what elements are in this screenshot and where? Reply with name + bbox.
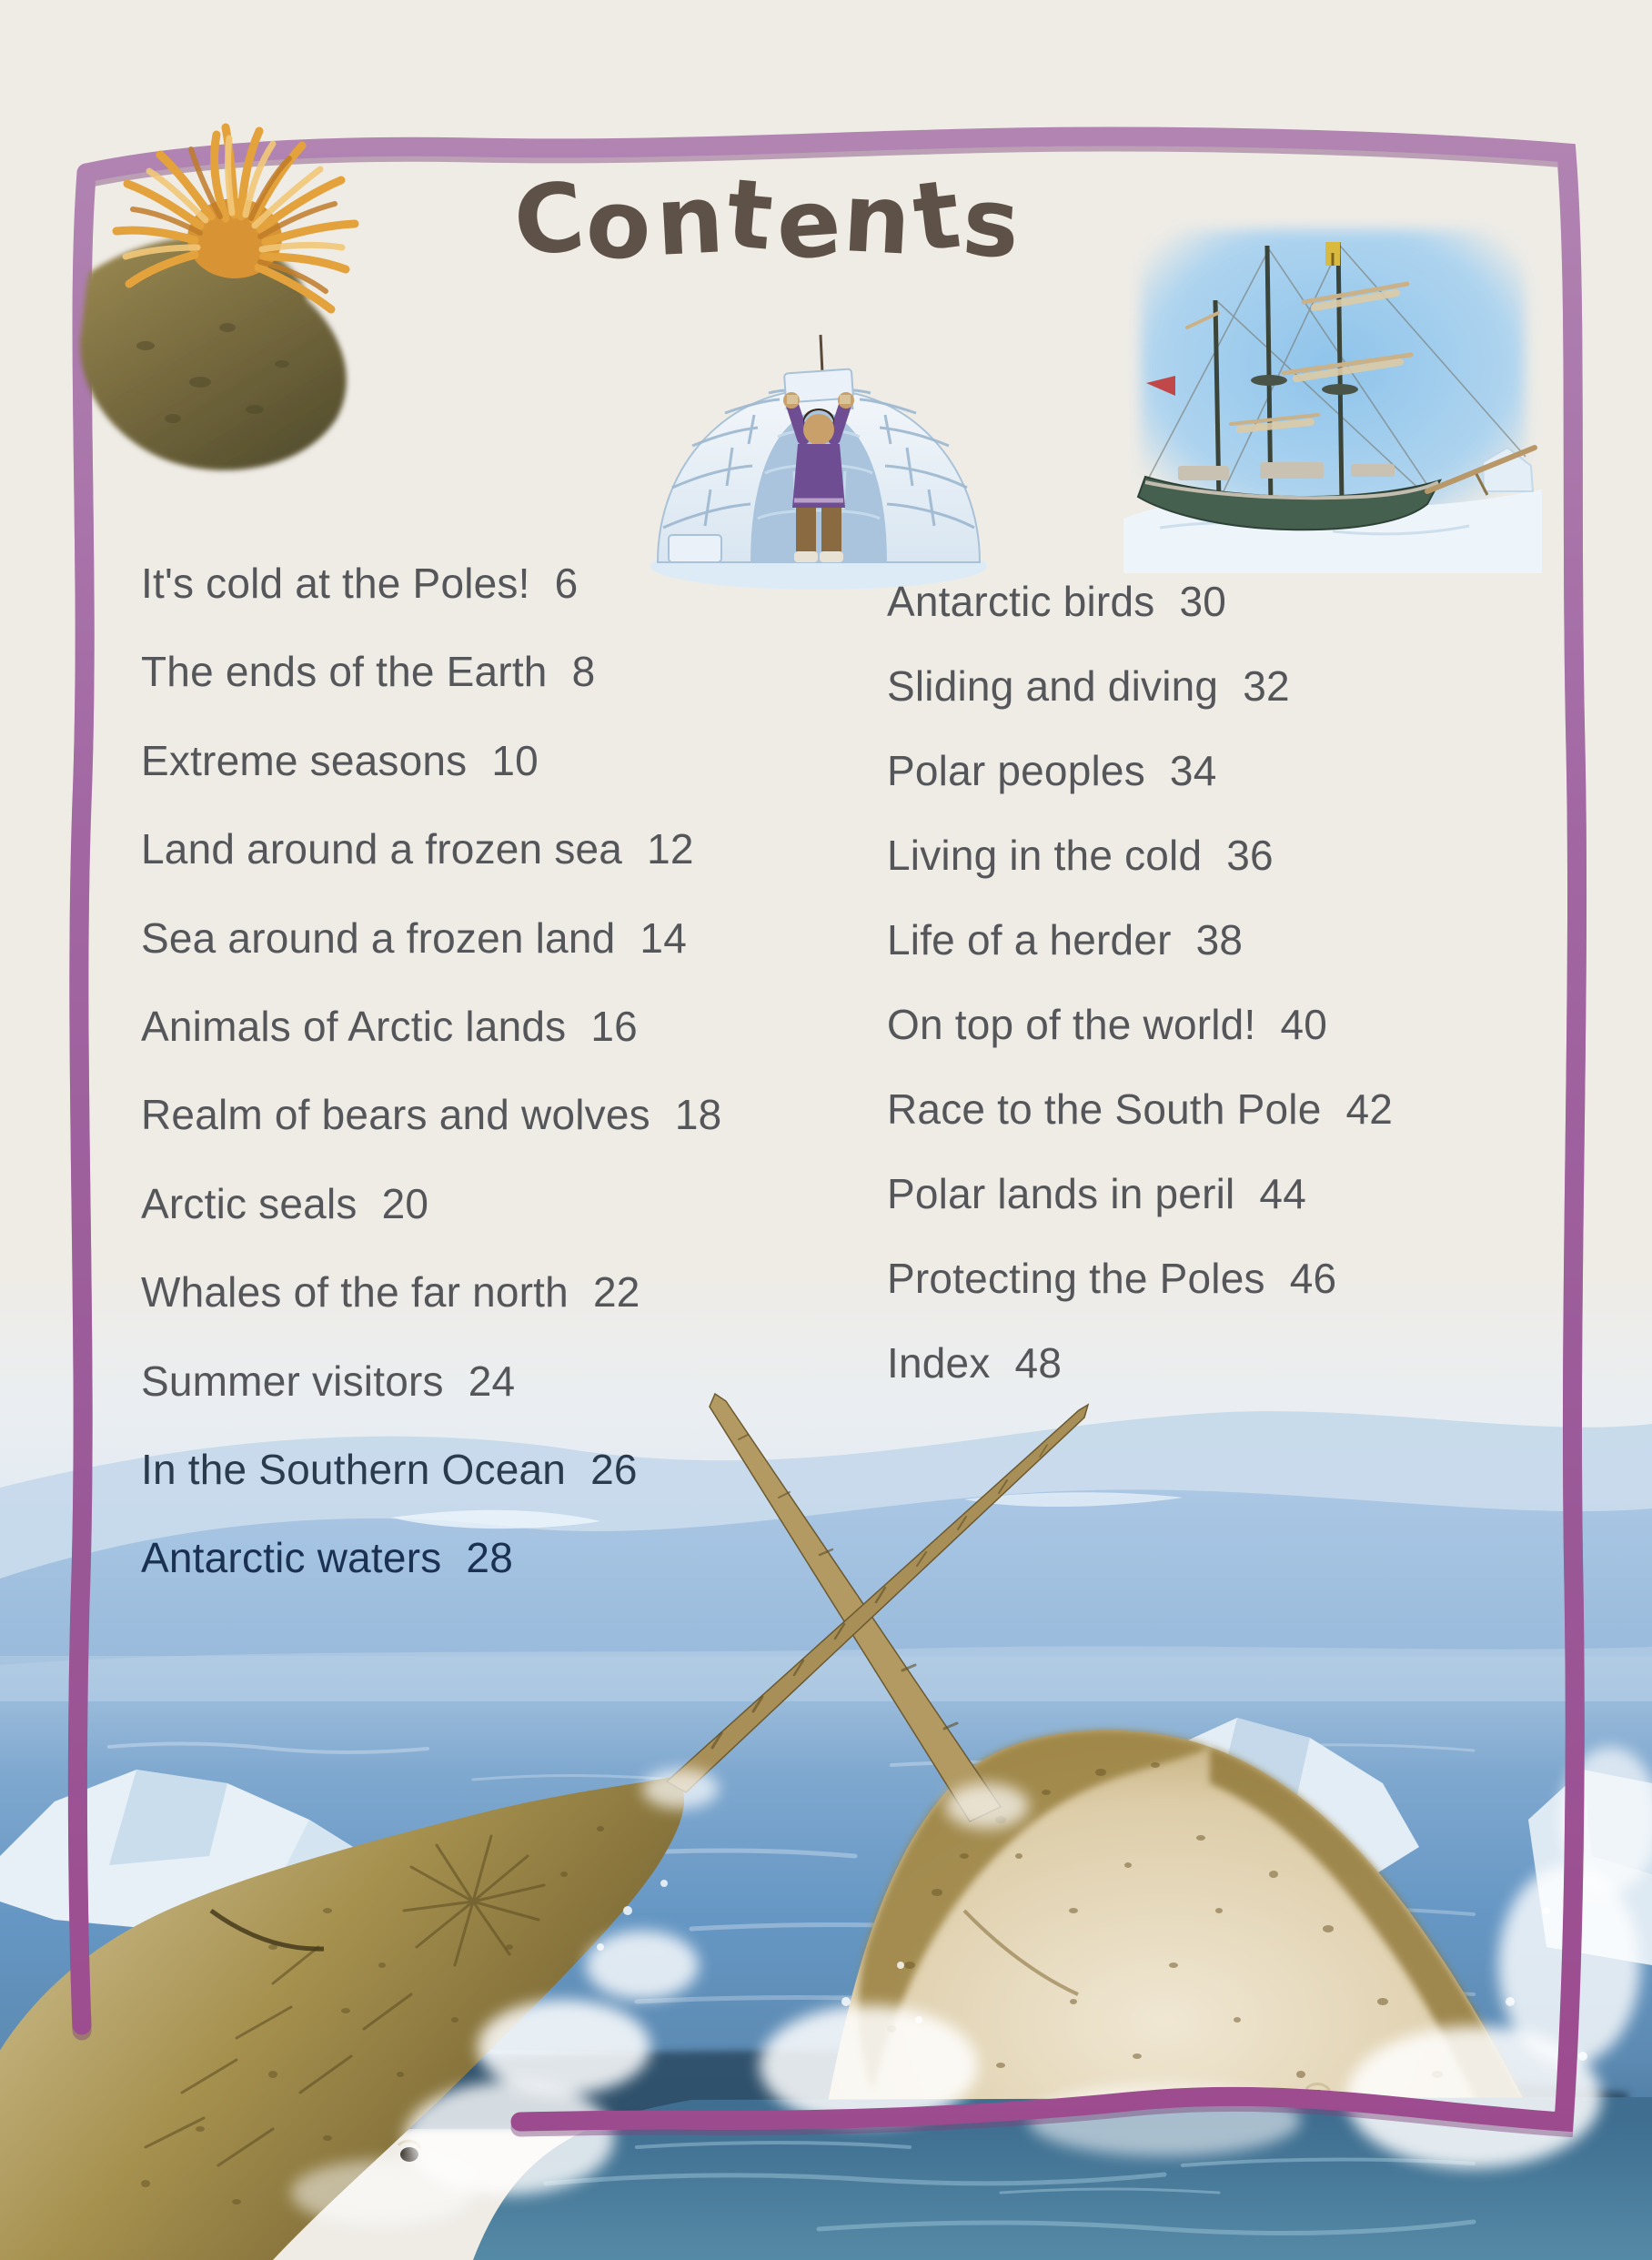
toc-entry-page: 14 (640, 914, 687, 962)
toc-entry-page: 6 (554, 560, 579, 607)
crows-nest (1322, 384, 1358, 395)
builder-boot (794, 551, 818, 562)
toc-entry-label: Whales of the far north (141, 1268, 569, 1316)
toc-entry (141, 1178, 428, 1229)
toc-entry-label: Realm of bears and wolves (141, 1091, 650, 1138)
toc-entry-label: Index (887, 1339, 991, 1387)
toc-entry-label: Polar peoples (887, 747, 1145, 794)
toc-entry-page: 48 (1014, 1339, 1063, 1387)
toc-entry-label: Arctic seals (141, 1180, 358, 1227)
toc-entry-label: The ends of the Earth (141, 648, 548, 695)
toc-entry-page: 36 (1226, 832, 1274, 879)
toc-entry-page: 10 (491, 737, 539, 784)
toc-entry (887, 914, 1243, 965)
toc-entry-label: Sea around a frozen land (141, 914, 616, 962)
toc-entry (141, 1266, 640, 1317)
toc-entry-page: 12 (647, 825, 694, 873)
snow-probe (821, 335, 822, 373)
toc-entry-label: In the Southern Ocean (141, 1446, 567, 1493)
toc-entry-page: 44 (1259, 1170, 1306, 1217)
toc-entry (141, 1089, 721, 1140)
mitten-cuff (840, 395, 851, 404)
page-title (437, 156, 1101, 283)
toc-entry (887, 1337, 1062, 1388)
toc-entry (141, 913, 687, 964)
toc-entry-page: 28 (466, 1534, 513, 1581)
toc-entry-label: It's cold at the Poles! (141, 560, 530, 607)
toc-entry (887, 745, 1216, 796)
toc-entry-page: 8 (571, 648, 596, 695)
toc-entry-page: 40 (1280, 1001, 1328, 1048)
toc-entry-label: Antarctic waters (141, 1534, 442, 1581)
toc-entry-label: Protecting the Poles (887, 1255, 1265, 1302)
toc-entry (141, 1356, 515, 1407)
toc-entry (141, 735, 539, 786)
toc-entry-page: 32 (1243, 662, 1290, 710)
ocean-narwhal-scene (0, 1274, 1652, 2260)
toc-entry (887, 1084, 1393, 1135)
toc-entry-page: 46 (1289, 1255, 1337, 1302)
toc-entry (141, 558, 578, 609)
toc-entry-label: Land around a frozen sea (141, 825, 623, 873)
toc-entry-label: Living in the cold (887, 832, 1203, 879)
toc-entry-page: 16 (590, 1003, 638, 1050)
toc-entry-page: 42 (1345, 1085, 1394, 1133)
toc-entry-label: Race to the South Pole (887, 1085, 1322, 1133)
toc-entry (141, 1001, 638, 1052)
sky-wash (1140, 229, 1526, 530)
sea-anemone-illustration (73, 118, 400, 491)
toc-entry-label: Life of a herder (887, 916, 1172, 964)
toc-entry-label: Summer visitors (141, 1357, 444, 1405)
toc-entry-page: 38 (1195, 916, 1244, 964)
toc-entry-page: 26 (590, 1446, 638, 1493)
toc-entry (887, 1253, 1336, 1304)
toc-entry-page: 24 (468, 1357, 516, 1405)
toc-entry (141, 646, 595, 697)
toc-entry (887, 1168, 1306, 1219)
crows-nest (1251, 375, 1287, 386)
builder-leg (821, 508, 841, 555)
toc-entry-page: 22 (592, 1268, 640, 1316)
toc-entry-page: 18 (674, 1091, 722, 1138)
toc-entry-label: Animals of Arctic lands (141, 1003, 567, 1050)
toc-entry-label: On top of the world! (887, 1001, 1256, 1048)
toc-entry-label: Polar lands in peril (887, 1170, 1235, 1217)
toc-entry (887, 830, 1274, 881)
toc-entry-label: Extreme seasons (141, 737, 468, 784)
toc-entry (141, 1444, 638, 1495)
builder-head (803, 414, 834, 445)
builder-leg (796, 508, 816, 555)
toc-entry (141, 823, 694, 874)
toc-entry (887, 576, 1226, 627)
toc-entry-label: Sliding and diving (887, 662, 1219, 710)
toc-entry-page: 34 (1169, 747, 1217, 794)
toc-entry-label: Antarctic birds (887, 578, 1155, 625)
ship-illustration (1123, 218, 1542, 573)
toc-entry (141, 1532, 513, 1583)
igloo-illustration (641, 318, 996, 600)
ice-block (669, 535, 721, 562)
mitten-cuff (787, 395, 798, 404)
toc-entry-page: 20 (381, 1180, 429, 1227)
page-title-text: Contents (509, 156, 1027, 283)
toc-entry-page: 30 (1179, 578, 1227, 625)
toc-entry (887, 661, 1290, 711)
toc-entry (887, 999, 1327, 1050)
builder-boot (820, 551, 843, 562)
